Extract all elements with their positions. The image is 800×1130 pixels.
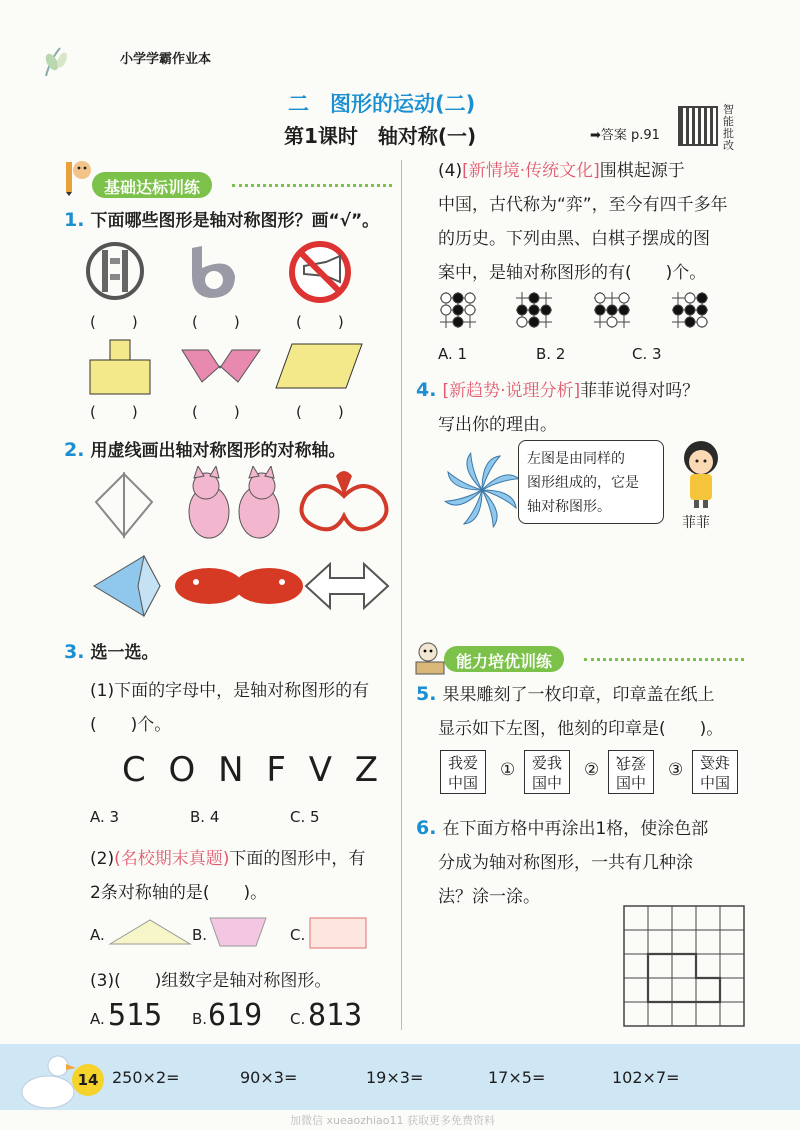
arith-4[interactable]: 17×5= bbox=[488, 1068, 546, 1087]
q3-part4-option-c[interactable]: C. 3 bbox=[632, 345, 662, 363]
goose-mascot-icon bbox=[18, 1044, 78, 1110]
q3-part3-option-a[interactable]: A. bbox=[90, 1010, 105, 1028]
go-pattern-1 bbox=[440, 292, 476, 328]
q5-marker-3[interactable]: ③ bbox=[668, 760, 684, 780]
watermark: 加微信 xueaozhiao11 获取更多免费资料 bbox=[290, 1114, 495, 1127]
q3-part3-line[interactable]: (3)( )组数字是轴对称图形。 bbox=[90, 971, 332, 991]
q3-text: 3. 选一选。 bbox=[64, 641, 159, 663]
q3-part4-option-b[interactable]: B. 2 bbox=[536, 345, 566, 363]
q1-figure-circle-bars bbox=[88, 244, 142, 298]
book-title: 小学学霸作业本 bbox=[120, 52, 212, 67]
q2-figure-red-fish bbox=[175, 568, 303, 604]
q1-answer-1[interactable]: ( ) bbox=[90, 313, 140, 331]
seal-original: 我爱 中国 bbox=[440, 750, 486, 794]
q1-answer-3[interactable]: ( ) bbox=[296, 313, 346, 331]
q3-digits-b: 619 bbox=[208, 998, 263, 1033]
q3-part1-line2[interactable]: ( )个。 bbox=[90, 715, 172, 735]
qr-code-icon[interactable] bbox=[678, 106, 718, 146]
q6-line3: 法？涂一涂。 bbox=[438, 887, 540, 907]
q5-line2[interactable]: 显示如下左图，他刻的印章是( )。 bbox=[438, 719, 724, 739]
reading-mascot-icon bbox=[412, 640, 448, 676]
q1-answer-4[interactable]: ( ) bbox=[90, 403, 140, 421]
q6-line1: 6. 在下面方格中再涂出1格，使涂色部 bbox=[416, 817, 709, 839]
q3-part1-option-c[interactable]: C. 5 bbox=[290, 808, 320, 826]
seal-option-1[interactable]: 爱我 国中 bbox=[524, 750, 570, 794]
q5-line1: 5. 果果雕刻了一枚印章，印章盖在纸上 bbox=[416, 683, 715, 705]
q3-part1-option-b[interactable]: B. 4 bbox=[190, 808, 220, 826]
q4-line1: 4. [新趋势·说理分析]菲菲说得对吗？ bbox=[416, 379, 700, 401]
feifei-name: 菲菲 bbox=[682, 515, 710, 531]
q6-line2: 分成为轴对称图形，一共有几种涂 bbox=[438, 853, 693, 873]
unit-title: 二 图形的运动(二) bbox=[288, 92, 476, 116]
q3-part1-option-a[interactable]: A. 3 bbox=[90, 808, 120, 826]
q2-figure-kite-fish bbox=[94, 556, 160, 616]
q1-figure-w-shape bbox=[182, 350, 260, 382]
arith-2[interactable]: 90×3= bbox=[240, 1068, 298, 1087]
q3-part3-option-b[interactable]: B. bbox=[192, 1010, 208, 1028]
q5-marker-2[interactable]: ② bbox=[584, 760, 600, 780]
speech-bubble: 左图是由同样的 图形组成的，它是 轴对称图形。 bbox=[518, 440, 664, 524]
q3-part2-option-c[interactable]: C. bbox=[290, 926, 306, 944]
q3-part2-option-b[interactable]: B. bbox=[192, 926, 208, 944]
q2-figure-fish-outline bbox=[96, 474, 152, 536]
q2-figure-cats bbox=[189, 466, 279, 538]
seal-option-2[interactable]: 爱我 国中 bbox=[608, 750, 654, 794]
q5-marker-1[interactable]: ① bbox=[500, 760, 516, 780]
q3-part1-line1: (1)下面的字母中，是轴对称图形的有 bbox=[90, 681, 370, 701]
q3-shape-trapezoid bbox=[210, 918, 266, 946]
q3-digits-c: 813 bbox=[308, 998, 363, 1033]
q1-answer-5[interactable]: ( ) bbox=[192, 403, 242, 421]
pencil-mascot-icon bbox=[64, 156, 92, 196]
go-stone-patterns bbox=[436, 288, 736, 338]
pinwheel-figure bbox=[444, 452, 520, 528]
leaf-decoration-icon bbox=[40, 42, 76, 78]
page-number-badge: 14 bbox=[72, 1064, 104, 1096]
qr-side-label: 智 能 批 改 bbox=[723, 103, 734, 152]
answer-reference: ➡答案 p.91 bbox=[590, 128, 660, 143]
q3-digits-a: 515 bbox=[108, 998, 163, 1033]
seal-option-3[interactable]: 我爱 中国 bbox=[692, 750, 738, 794]
q3-part4-line1: (4)[新情境·传统文化]围棋起源于 bbox=[438, 161, 685, 181]
q4-line2: 写出你的理由。 bbox=[438, 415, 557, 435]
q3-part4-line3: 的历史。下列由黑、白棋子摆成的图 bbox=[438, 229, 710, 249]
q3-part4-option-a[interactable]: A. 1 bbox=[438, 345, 468, 363]
arith-5[interactable]: 102×7= bbox=[612, 1068, 680, 1087]
q3-part2-option-a[interactable]: A. bbox=[90, 926, 105, 944]
arith-3[interactable]: 19×3= bbox=[366, 1068, 424, 1087]
q3-part4-line2: 中国，古代称为“弈”，至今有四千多年 bbox=[438, 195, 728, 215]
q3-shape-triangle bbox=[110, 920, 190, 944]
q3-part2-line1: (2)(名校期末真题)下面的图形中，有 bbox=[90, 849, 366, 869]
q1-figure-parallelogram bbox=[276, 344, 362, 388]
q1-figure-blocks bbox=[90, 340, 150, 394]
lesson-title: 第1课时 轴对称(一) bbox=[284, 124, 477, 148]
q1-figure-b-logo bbox=[192, 246, 235, 298]
go-pattern-3 bbox=[594, 292, 630, 328]
q3-part2-shapes bbox=[106, 914, 376, 950]
q3-part3-option-c[interactable]: C. bbox=[290, 1010, 306, 1028]
feifei-girl-icon bbox=[676, 438, 726, 508]
arith-1[interactable]: 250×2= bbox=[112, 1068, 180, 1087]
q3-part4-line4[interactable]: 案中，是轴对称图形的有( )个。 bbox=[438, 263, 707, 283]
q6-grid[interactable] bbox=[622, 904, 746, 1028]
q1-figure-no-horn-sign bbox=[292, 244, 348, 300]
q2-figure-double-arrow bbox=[306, 564, 388, 608]
go-pattern-4 bbox=[672, 292, 708, 328]
q1-answer-2[interactable]: ( ) bbox=[192, 313, 242, 331]
section-basic-dots bbox=[232, 184, 392, 187]
q3-part2-line2[interactable]: 2条对称轴的是( )。 bbox=[90, 883, 268, 903]
q2-figures[interactable] bbox=[74, 466, 404, 636]
go-pattern-2 bbox=[516, 292, 552, 328]
q1-text: 1. 下面哪些图形是轴对称图形？画“√”。 bbox=[64, 209, 380, 231]
q2-figure-paper-cut-pattern bbox=[302, 471, 387, 529]
q3-shape-rectangle bbox=[310, 918, 366, 948]
q1-answer-6[interactable]: ( ) bbox=[296, 403, 346, 421]
section-advanced-title: 能力培优训练 bbox=[444, 646, 564, 672]
q2-text: 2. 用虚线画出轴对称图形的对称轴。 bbox=[64, 439, 346, 461]
q3-letters: C O N F V Z bbox=[122, 750, 385, 790]
section-advanced-dots bbox=[584, 658, 744, 661]
section-basic-title: 基础达标训练 bbox=[92, 172, 212, 198]
